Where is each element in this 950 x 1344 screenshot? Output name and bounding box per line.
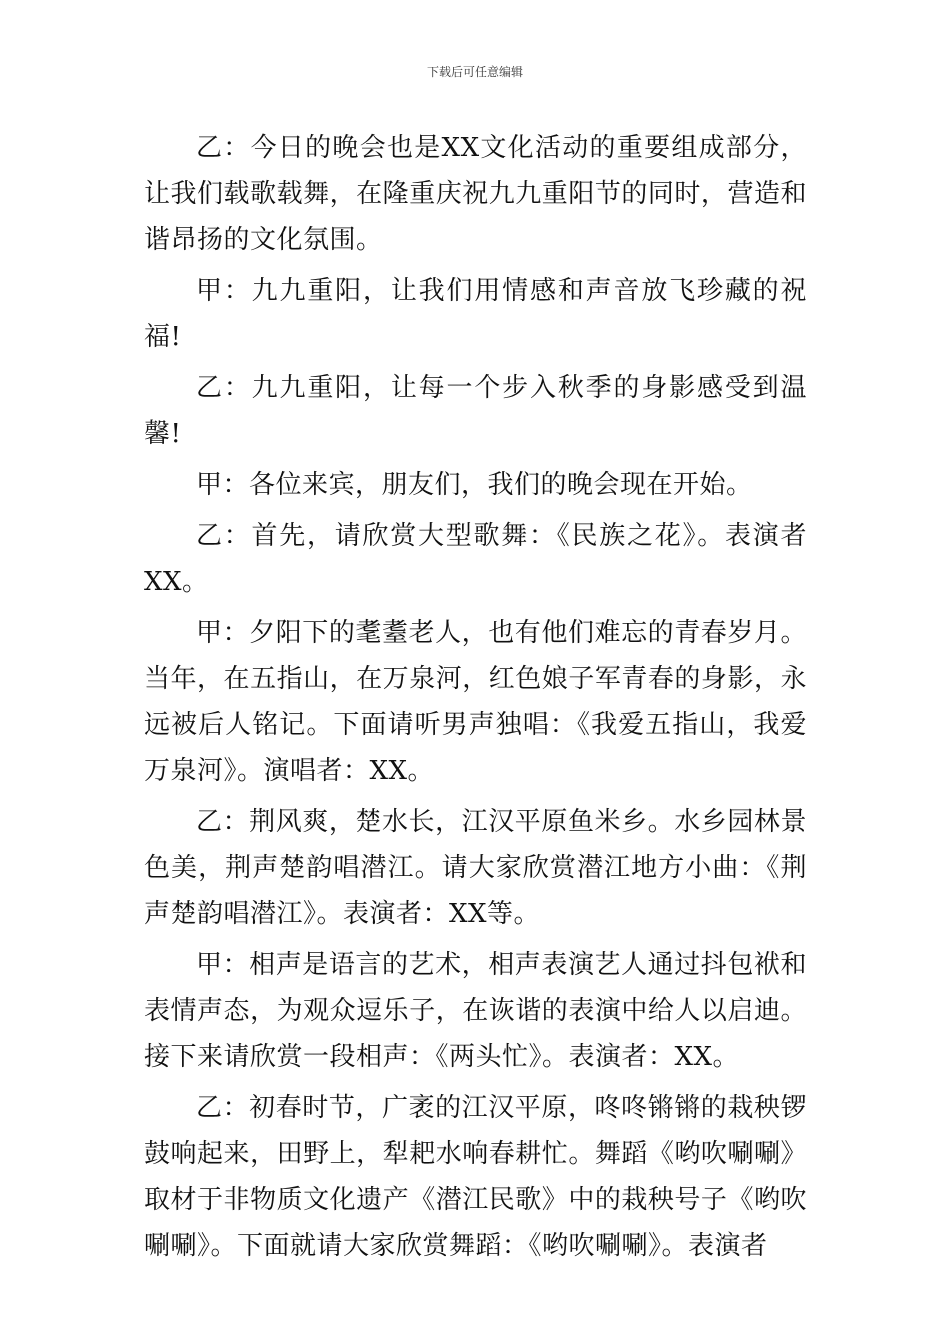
document-body xyxy=(144,125,807,1274)
paragraph-6: 甲：夕阳下的耄耋老人，也有他们难忘的青春岁月。当年，在五指山，在万泉河，红色娘子军青春的身影，永远被后人铭记。下面请听男声独唱：《我爱五指山，我爱万泉河》。演唱者：XX。 xyxy=(144,618,807,786)
paragraph-2: 甲：九九重阳，让我们用情感和声音放飞珍藏的祝福! xyxy=(144,276,807,352)
paragraph-8: 甲：相声是语言的艺术，相声表演艺人通过抖包袱和表情声态，为观众逗乐子，在诙谐的表演中给人以启迪。接下来请欣赏一段相声：《两头忙》。表演者：XX。 xyxy=(144,950,807,1072)
paragraph-5: 乙：首先，请欣赏大型歌舞：《民族之花》。表演者XX。 xyxy=(144,521,807,597)
paragraph-3: 乙：九九重阳，让每一个步入秋季的身影感受到温馨! xyxy=(144,373,807,449)
paragraph-4: 甲：各位来宾，朋友们，我们的晚会现在开始。 xyxy=(196,470,753,500)
paragraph-7: 乙：荆风爽，楚水长，江汉平原鱼米乡。水乡园林景色美，荆声楚韵唱潜江。请大家欣赏潜江地方小曲：《荆声楚韵唱潜江》。表演者：XX等。 xyxy=(144,807,807,929)
paragraph-1: 乙：今日的晚会也是XX文化活动的重要组成部分，让我们载歌载舞，在隆重庆祝九九重阳节的同时，营造和谐昂扬的文化氛围。 xyxy=(144,133,807,255)
paragraph-9: 乙：初春时节，广袤的江汉平原，咚咚锵锵的栽秧锣鼓响起来，田野上，犁耙水响春耕忙。舞蹈《哟吹唰唰》取材于非物质文化遗产《潜江民歌》中的栽秧号子《哟吹唰唰》。下面就请大家欣赏舞蹈：《哟吹唰唰》。表演者 xyxy=(144,1093,807,1261)
page-header-note: 下载后可任意编辑 xyxy=(426,65,523,79)
